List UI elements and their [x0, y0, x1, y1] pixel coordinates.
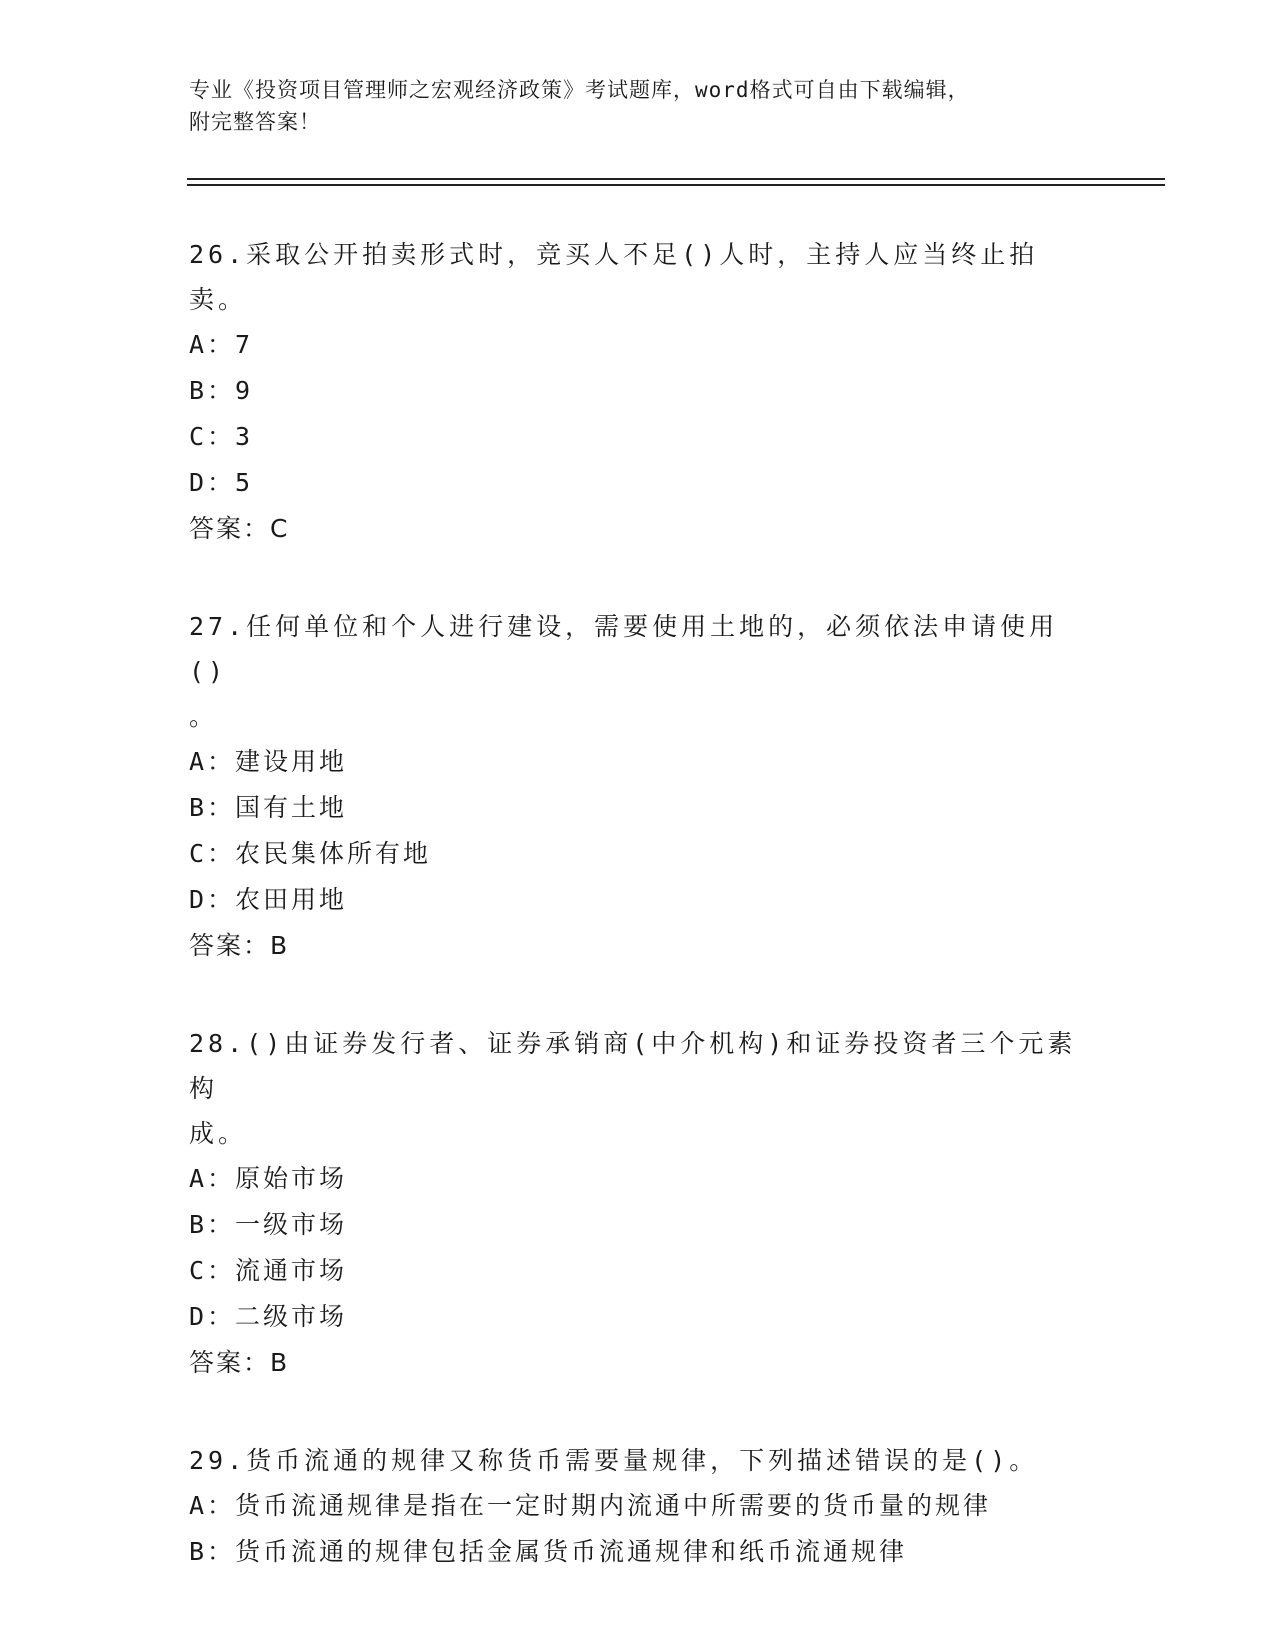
- answer-option: C：流通市场: [189, 1256, 348, 1285]
- question-list: [189, 232, 1089, 1627]
- question-block: [189, 1438, 1089, 1575]
- answer-option: B：一级市场: [189, 1210, 348, 1239]
- answer-option: A：原始市场: [189, 1164, 348, 1193]
- question-block: [189, 604, 1089, 969]
- question-stem: 28.()由证券发行者、证券承销商(中介机构)和证券投资者三个元素构: [189, 1029, 1077, 1103]
- header-line-1: 专业《投资项目管理师之宏观经济政策》考试题库，word格式可自由下载编辑，: [189, 78, 970, 102]
- answer-option: A：7: [189, 330, 254, 359]
- question-stem: 27.任何单位和个人进行建设，需要使用土地的，必须依法申请使用(): [189, 612, 1059, 686]
- question-stem: 29.货币流通的规律又称货币需要量规律，下列描述错误的是()。: [189, 1446, 1039, 1475]
- document-header: [189, 74, 1069, 138]
- answer-option: C：农民集体所有地: [189, 839, 432, 868]
- question-stem: 26.采取公开拍卖形式时，竞买人不足()人时，主持人应当终止拍卖。: [189, 240, 1039, 314]
- answer-option: B：9: [189, 376, 254, 405]
- question-block: [189, 232, 1089, 552]
- answer-key: 答案：B: [189, 931, 290, 960]
- answer-key: 答案：C: [189, 514, 290, 543]
- header-divider-bottom: [187, 184, 1165, 186]
- answer-option: D：农田用地: [189, 885, 348, 914]
- answer-option: D：5: [189, 468, 254, 497]
- answer-option: B：国有土地: [189, 793, 348, 822]
- question-block: [189, 1021, 1089, 1386]
- question-stem: 成。: [189, 1119, 248, 1148]
- answer-option: A：货币流通规律是指在一定时期内流通中所需要的货币量的规律: [189, 1491, 992, 1520]
- answer-key: 答案：B: [189, 1348, 290, 1377]
- answer-option: C：3: [189, 422, 254, 451]
- answer-option: B：货币流通的规律包括金属货币流通规律和纸币流通规律: [189, 1537, 908, 1566]
- answer-option: A：建设用地: [189, 747, 348, 776]
- question-stem: 。: [189, 702, 219, 731]
- answer-option: D：二级市场: [189, 1302, 348, 1331]
- header-line-2: 附完整答案！: [189, 110, 321, 134]
- header-divider-top: [187, 178, 1165, 180]
